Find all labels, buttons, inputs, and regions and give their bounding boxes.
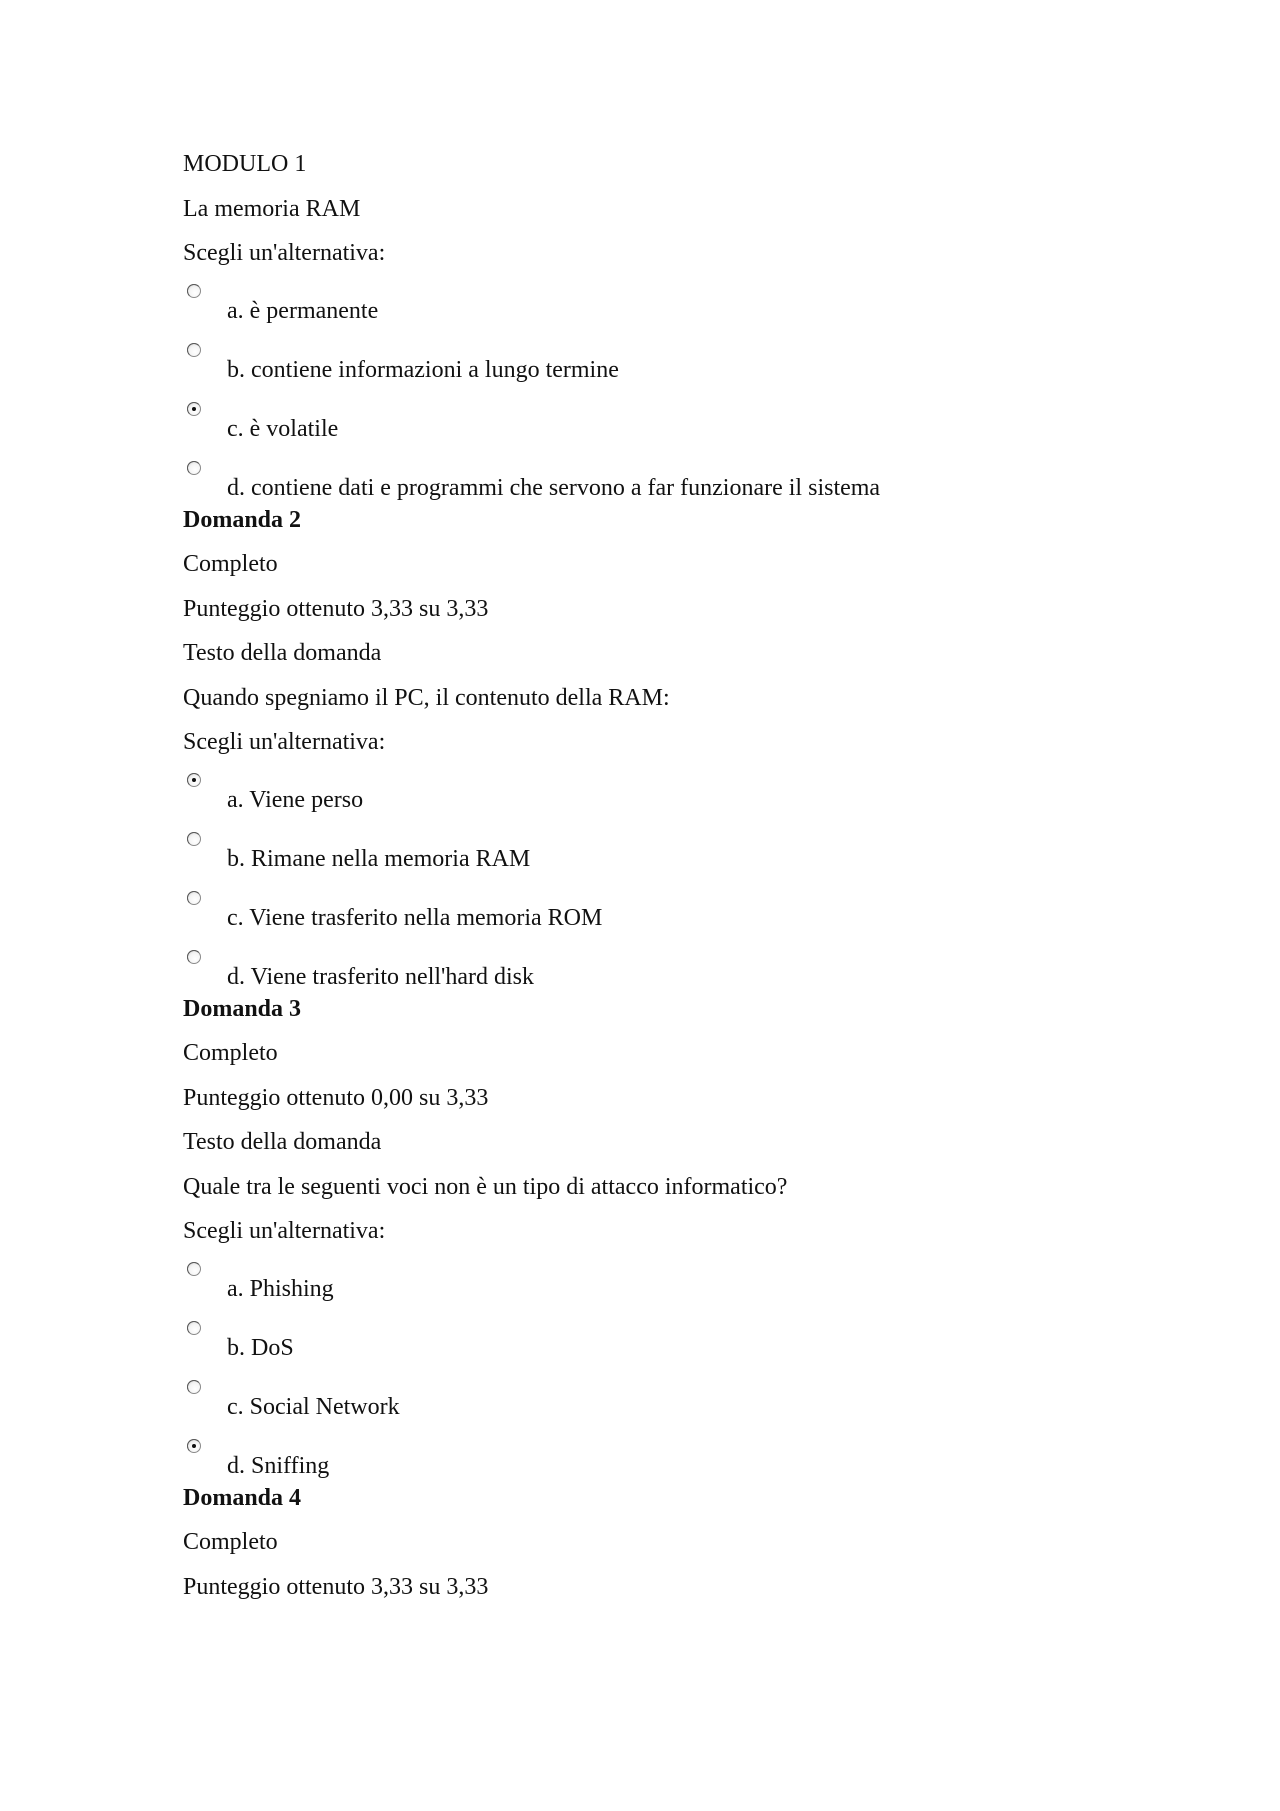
question-3-heading: Domanda 3 xyxy=(183,995,302,1022)
question-1-prompt: Scegli un'alternativa: xyxy=(183,240,386,266)
option-label: d. Sniffing xyxy=(227,1452,330,1479)
question-3-score: Punteggio ottenuto 0,00 su 3,33 xyxy=(183,1084,489,1111)
radio-button-icon[interactable] xyxy=(187,343,201,357)
radio-button-icon[interactable] xyxy=(187,1380,201,1394)
question-2-prompt: Scegli un'alternativa: xyxy=(183,729,386,755)
radio-button-icon[interactable] xyxy=(187,1439,201,1453)
question-3-option-b[interactable] xyxy=(183,1321,1183,1364)
question-3-status: Completo xyxy=(183,1040,278,1066)
question-2-status: Completo xyxy=(183,551,278,577)
option-label: a. Viene perso xyxy=(227,786,364,813)
question-1-option-d[interactable] xyxy=(183,461,1183,504)
radio-button-icon[interactable] xyxy=(187,1262,201,1276)
radio-button-icon[interactable] xyxy=(187,773,201,787)
quiz-document xyxy=(183,150,1183,1617)
option-label: d. Viene trasferito nell'hard disk xyxy=(227,963,535,990)
question-1-option-a[interactable] xyxy=(183,284,1183,327)
question-2-option-b[interactable] xyxy=(183,832,1183,875)
option-label: c. Social Network xyxy=(227,1393,400,1420)
option-label: a. è permanente xyxy=(227,297,379,324)
question-1-text: La memoria RAM xyxy=(183,195,361,222)
option-label: a. Phishing xyxy=(227,1275,334,1302)
question-2-option-a[interactable] xyxy=(183,773,1183,816)
module-title: MODULO 1 xyxy=(183,151,307,177)
radio-button-icon[interactable] xyxy=(187,1321,201,1335)
option-label: c. Viene trasferito nella memoria ROM xyxy=(227,904,603,931)
option-label: c. è volatile xyxy=(227,415,339,442)
question-2-text: Quando spegniamo il PC, il contenuto della RAM: xyxy=(183,684,670,711)
question-3-prompt: Scegli un'alternativa: xyxy=(183,1218,386,1244)
option-label: b. DoS xyxy=(227,1334,294,1361)
question-4-status: Completo xyxy=(183,1529,278,1555)
option-label: d. contiene dati e programmi che servono a far funzionare il sistema xyxy=(227,474,881,501)
question-1-option-b[interactable] xyxy=(183,343,1183,386)
option-label: b. Rimane nella memoria RAM xyxy=(227,845,531,872)
radio-button-icon[interactable] xyxy=(187,284,201,298)
radio-button-icon[interactable] xyxy=(187,461,201,475)
question-4-score: Punteggio ottenuto 3,33 su 3,33 xyxy=(183,1573,489,1600)
question-2-option-d[interactable] xyxy=(183,950,1183,993)
radio-button-icon[interactable] xyxy=(187,891,201,905)
radio-button-icon[interactable] xyxy=(187,832,201,846)
question-2-heading: Domanda 2 xyxy=(183,506,302,533)
question-2-text-label: Testo della domanda xyxy=(183,640,382,666)
question-2-score: Punteggio ottenuto 3,33 su 3,33 xyxy=(183,595,489,622)
question-3-option-a[interactable] xyxy=(183,1262,1183,1305)
option-label: b. contiene informazioni a lungo termine xyxy=(227,356,619,383)
question-4-heading: Domanda 4 xyxy=(183,1484,302,1511)
question-3-option-d[interactable] xyxy=(183,1439,1183,1482)
radio-button-icon[interactable] xyxy=(187,402,201,416)
question-3-text-label: Testo della domanda xyxy=(183,1129,382,1155)
question-2-option-c[interactable] xyxy=(183,891,1183,934)
question-3-text: Quale tra le seguenti voci non è un tipo di attacco informatico? xyxy=(183,1173,788,1200)
radio-button-icon[interactable] xyxy=(187,950,201,964)
question-3-option-c[interactable] xyxy=(183,1380,1183,1423)
question-1-option-c[interactable] xyxy=(183,402,1183,445)
